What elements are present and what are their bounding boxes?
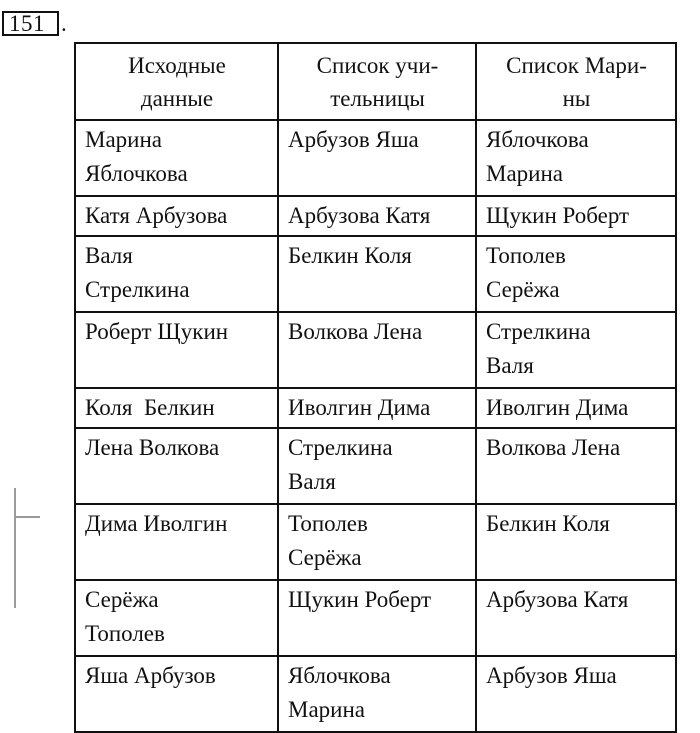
- table-cell: [476, 312, 676, 388]
- header-line: данные: [140, 86, 214, 111]
- task-number: 151: [9, 11, 45, 36]
- table-cell: [278, 236, 476, 312]
- cell-line: Дима Иволгин: [85, 511, 228, 536]
- table-cell: [278, 504, 476, 580]
- table-cell: [278, 580, 476, 656]
- cell-line: Тополев: [288, 511, 368, 536]
- header-line: ны: [562, 86, 591, 111]
- header-line: Список Мари-: [506, 53, 647, 78]
- cell-line: Волкова Лена: [288, 319, 423, 344]
- header-source-data: [75, 43, 278, 120]
- table-row: [75, 580, 676, 656]
- cell-line: Коля Белкин: [85, 395, 215, 420]
- table-cell: [75, 312, 278, 388]
- table-cell: [278, 312, 476, 388]
- table-row: [75, 388, 676, 428]
- table-row: [75, 120, 676, 196]
- cell-line: Иволгин Дима: [486, 395, 629, 420]
- cell-line: Лена Волкова: [85, 435, 220, 460]
- table-cell: [278, 428, 476, 504]
- table-cell: [476, 120, 676, 196]
- cell-line: Щукин Роберт: [486, 203, 630, 228]
- table-row: [75, 196, 676, 236]
- table-cell: [278, 196, 476, 236]
- table-row: [75, 656, 676, 732]
- table-cell: [75, 504, 278, 580]
- cell-line: Валя: [288, 469, 336, 494]
- table-cell: [476, 428, 676, 504]
- cell-line: Белкин Коля: [288, 243, 412, 268]
- table-cell: [75, 196, 278, 236]
- lists-table: [74, 42, 677, 733]
- table-cell: [476, 580, 676, 656]
- table-cell: [75, 428, 278, 504]
- table-cell: [476, 388, 676, 428]
- table-cell: [476, 656, 676, 732]
- table-cell: [278, 656, 476, 732]
- cell-line: Марина: [486, 161, 563, 186]
- cell-line: Серёжа: [85, 587, 159, 612]
- table-row: [75, 236, 676, 312]
- cell-line: Тополев: [85, 621, 165, 646]
- table-row: [75, 312, 676, 388]
- table-cell: [278, 120, 476, 196]
- cell-line: Роберт Щукин: [85, 319, 229, 344]
- cell-line: Катя Арбузова: [85, 203, 228, 228]
- table-row: [75, 428, 676, 504]
- cell-line: Серёжа: [486, 277, 560, 302]
- table-cell: [278, 388, 476, 428]
- cell-line: Яблочкова: [486, 127, 589, 152]
- cell-line: Арбузов Яша: [486, 663, 617, 688]
- header-marina-list: [476, 43, 676, 120]
- cell-line: Яблочкова: [85, 161, 188, 186]
- cell-line: Стрелкина: [288, 435, 393, 460]
- table-row: [75, 504, 676, 580]
- margin-tick: [14, 516, 40, 518]
- cell-line: Валя: [85, 243, 133, 268]
- table-cell: [75, 656, 278, 732]
- cell-line: Волкова Лена: [486, 435, 621, 460]
- cell-line: Марина: [288, 697, 365, 722]
- header-line: Список учи-: [316, 53, 439, 78]
- cell-line: Стрелкина: [85, 277, 190, 302]
- table-cell: [476, 196, 676, 236]
- cell-line: Иволгин Дима: [288, 395, 431, 420]
- table-cell: [75, 388, 278, 428]
- cell-line: Стрелкина: [486, 319, 591, 344]
- table-cell: [476, 236, 676, 312]
- header-line: Исходные: [128, 53, 226, 78]
- cell-line: Яша Арбузов: [85, 663, 216, 688]
- cell-line: Тополев: [486, 243, 566, 268]
- cell-line: Марина: [85, 127, 162, 152]
- cell-line: Щукин Роберт: [288, 587, 432, 612]
- header-teacher-list: [278, 43, 476, 120]
- table-cell: [476, 504, 676, 580]
- table-cell: [75, 120, 278, 196]
- cell-line: Валя: [486, 353, 534, 378]
- task-number-box: [2, 11, 59, 36]
- cell-line: Арбузова Катя: [288, 203, 431, 228]
- margin-mark: [14, 488, 16, 608]
- table-cell: [75, 236, 278, 312]
- cell-line: Арбузова Катя: [486, 587, 629, 612]
- header-row: [75, 43, 676, 120]
- cell-line: Арбузов Яша: [288, 127, 419, 152]
- cell-line: Серёжа: [288, 545, 362, 570]
- table-cell: [75, 580, 278, 656]
- header-line: тельницы: [330, 86, 425, 111]
- task-number-dot: .: [61, 11, 67, 36]
- cell-line: Яблочкова: [288, 663, 391, 688]
- cell-line: Белкин Коля: [486, 511, 610, 536]
